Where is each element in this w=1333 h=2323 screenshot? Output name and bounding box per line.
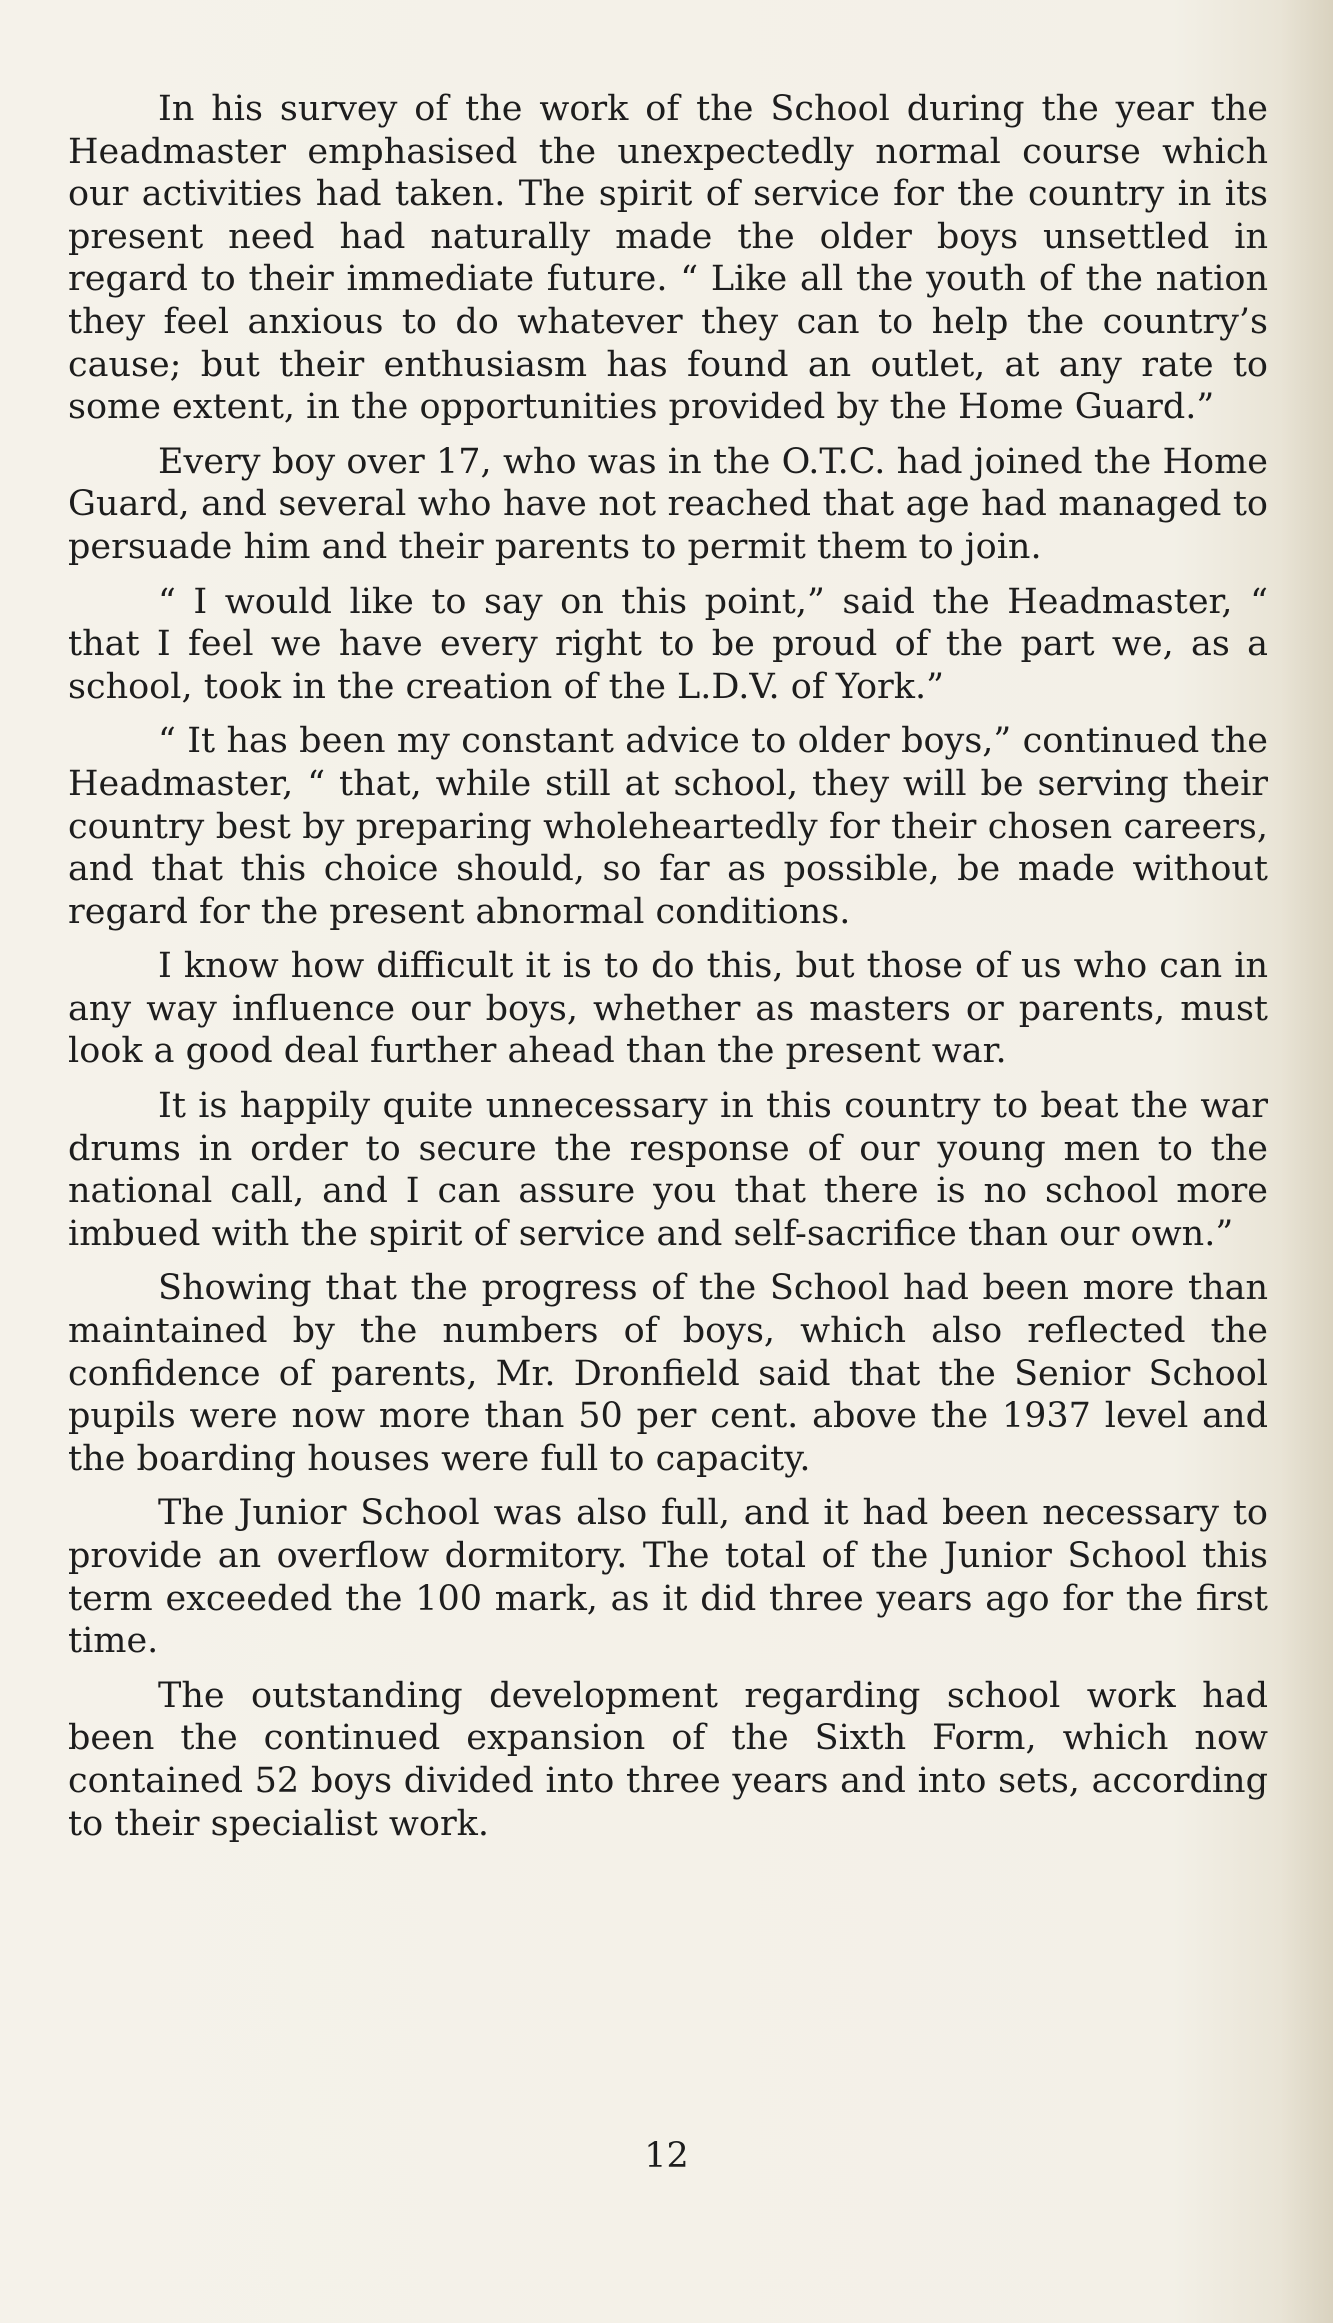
paragraph-5: I know how difficult it is to do this, but those of us who can in any way influence our boys, whether as masters or parents, must look a good deal further ahead than the present war. (68, 946, 1268, 1072)
body-text (68, 88, 1268, 1857)
paragraph-3: “ I would like to say on this point,” said the Headmaster, “ that I feel we have every right to be proud of the part we, as a school, took in the creation of the L.D.V. of York.” (68, 581, 1268, 707)
paragraph-8: The Junior School was also full, and it had been necessary to provide an overflow dormitory. The total of the Junior School this term exceeded the 100 mark, as it did three years ago for the first time. (68, 1493, 1268, 1662)
paragraph-4: “ It has been my constant advice to older boys,” continued the Headmaster, “ that, while still at school, they will be serving their country best by preparing wholeheartedly for their chosen careers, and that this choice should, so far as possible, be made without regard for the present abnormal conditions. (68, 721, 1268, 932)
paragraph-7: Showing that the progress of the School had been more than maintained by the numbers of boys, which also reflected the confidence of parents, Mr. Dronfield said that the Senior School pupils were now more than 50 per cent. above the 1937 level and the boarding houses were full to capacity. (68, 1268, 1268, 1479)
paragraph-6: It is happily quite unnecessary in this country to beat the war drums in order to secure the response of our young men to the national call, and I can assure you that there is no school more imbued with the spirit of service and self-sacrifice than our own.” (68, 1086, 1268, 1254)
page-number: 12 (644, 2136, 689, 2176)
paragraph-1: In his survey of the work of the School during the year the Headmaster emphasised the unexpectedly normal course which our activities had taken. The spirit of service for the country in its present need had naturally made the older boys unsettled in regard to their immediate future. “ Like all the youth of the nation they feel anxious to do whatever they can to help the country’s cause; but their enthusiasm has found an outlet, at any rate to some extent, in the opportunities provided by the Home Guard.” (68, 89, 1268, 428)
paragraph-9: The outstanding development regarding school work had been the continued expansion of the Sixth Form, which now contained 52 boys divided into three years and into sets, according to their specialist work. (68, 1675, 1268, 1844)
paragraph-2: Every boy over 17, who was in the O.T.C. had joined the Home Guard, and several who have not reached that age had managed to persuade him and their parents to permit them to join. (68, 441, 1268, 567)
